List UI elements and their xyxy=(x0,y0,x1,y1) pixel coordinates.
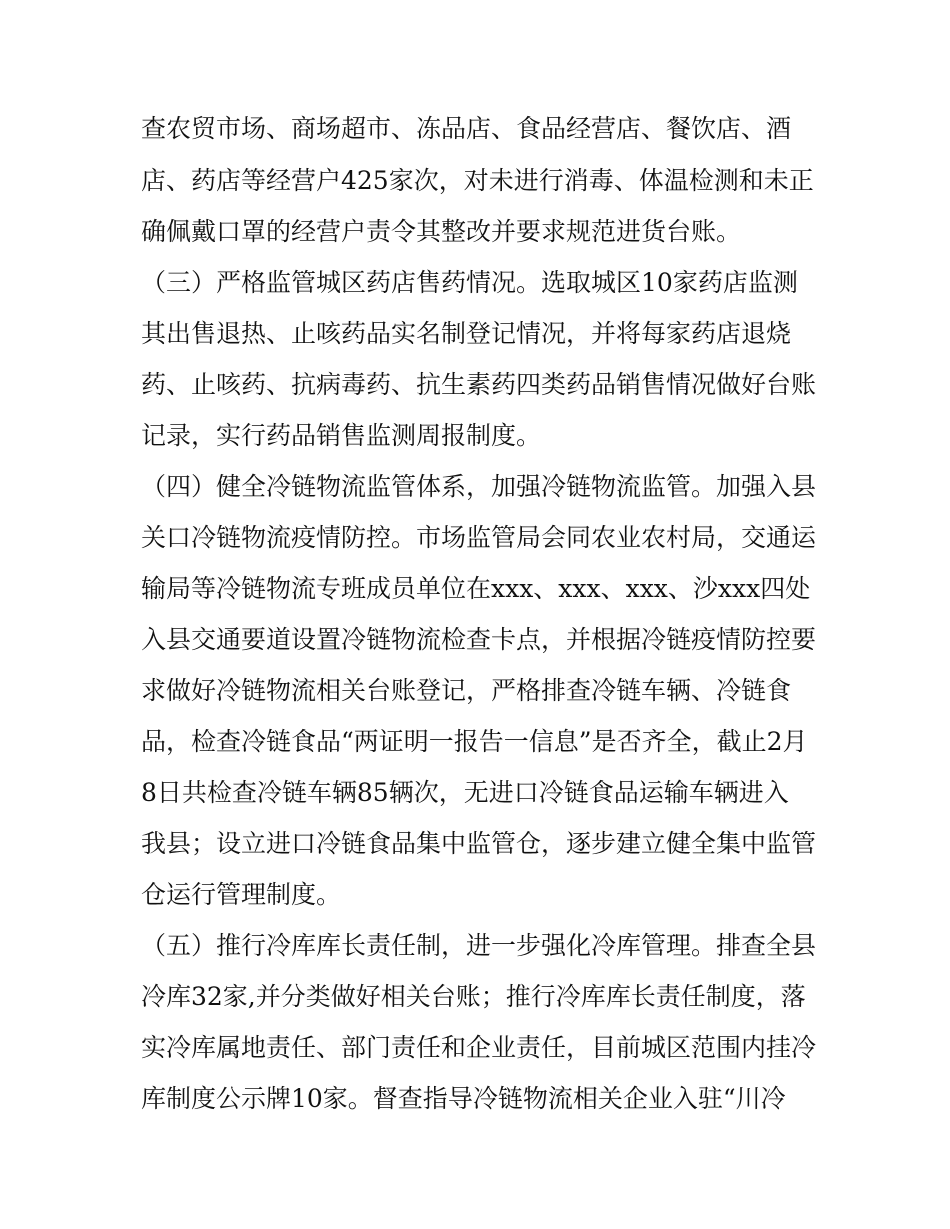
text-line: 店、药店等经营户425家次，对未进行消毒、体温检测和未正 xyxy=(141,166,814,195)
text-line: 查农贸市场、商场超市、冻品店、食品经营店、餐饮店、酒 xyxy=(141,114,792,143)
text-line: 冷库32家,并分类做好相关台账；推行冷库库长责任制度，落 xyxy=(141,982,806,1011)
text-line: 关口冷链物流疫情防控。市场监管局会同农业农村局，交通运 xyxy=(141,523,817,552)
text-line: 我县；设立进口冷链食品集中监管仓，逐步建立健全集中监管 xyxy=(141,829,817,858)
text-line: （三）严格监管城区药店售药情况。选取城区10家药店监测 xyxy=(141,268,798,297)
text-line: 记录，实行药品销售监测周报制度。 xyxy=(141,421,542,450)
text-line: 入县交通要道设置冷链物流检查卡点，并根据冷链疫情防控要 xyxy=(141,625,817,654)
text-line: 品，检查冷链食品“两证明一报告一信息”是否齐全，截止2月 xyxy=(141,727,808,756)
text-line: （四）健全冷链物流监管体系，加强冷链物流监管。加强入县 xyxy=(141,472,817,501)
text-line: 求做好冷链物流相关台账登记，严格排查冷链车辆、冷链食 xyxy=(141,676,792,705)
text-line: 实冷库属地责任、部门责任和企业责任，目前城区范围内挂冷 xyxy=(141,1033,817,1062)
text-line: 8日共检查冷链车辆85辆次，无进口冷链食品运输车辆进入 xyxy=(141,778,789,807)
text-line: （五）推行冷库库长责任制，进一步强化冷库管理。排查全县 xyxy=(141,931,817,960)
text-line: 确佩戴口罩的经营户责令其整改并要求规范进货台账。 xyxy=(141,217,742,246)
text-line: 输局等冷链物流专班成员单位在xxx、xxx、xxx、沙xxx四处 xyxy=(141,574,811,603)
text-line: 库制度公示牌10家。督查指导冷链物流相关企业入驻“川冷 xyxy=(141,1084,786,1113)
text-line: 其出售退热、止咳药品实名制登记情况，并将每家药店退烧 xyxy=(141,319,792,348)
text-line: 药、止咳药、抗病毒药、抗生素药四类药品销售情况做好台账 xyxy=(141,370,817,399)
text-line: 仓运行管理制度。 xyxy=(141,880,342,909)
